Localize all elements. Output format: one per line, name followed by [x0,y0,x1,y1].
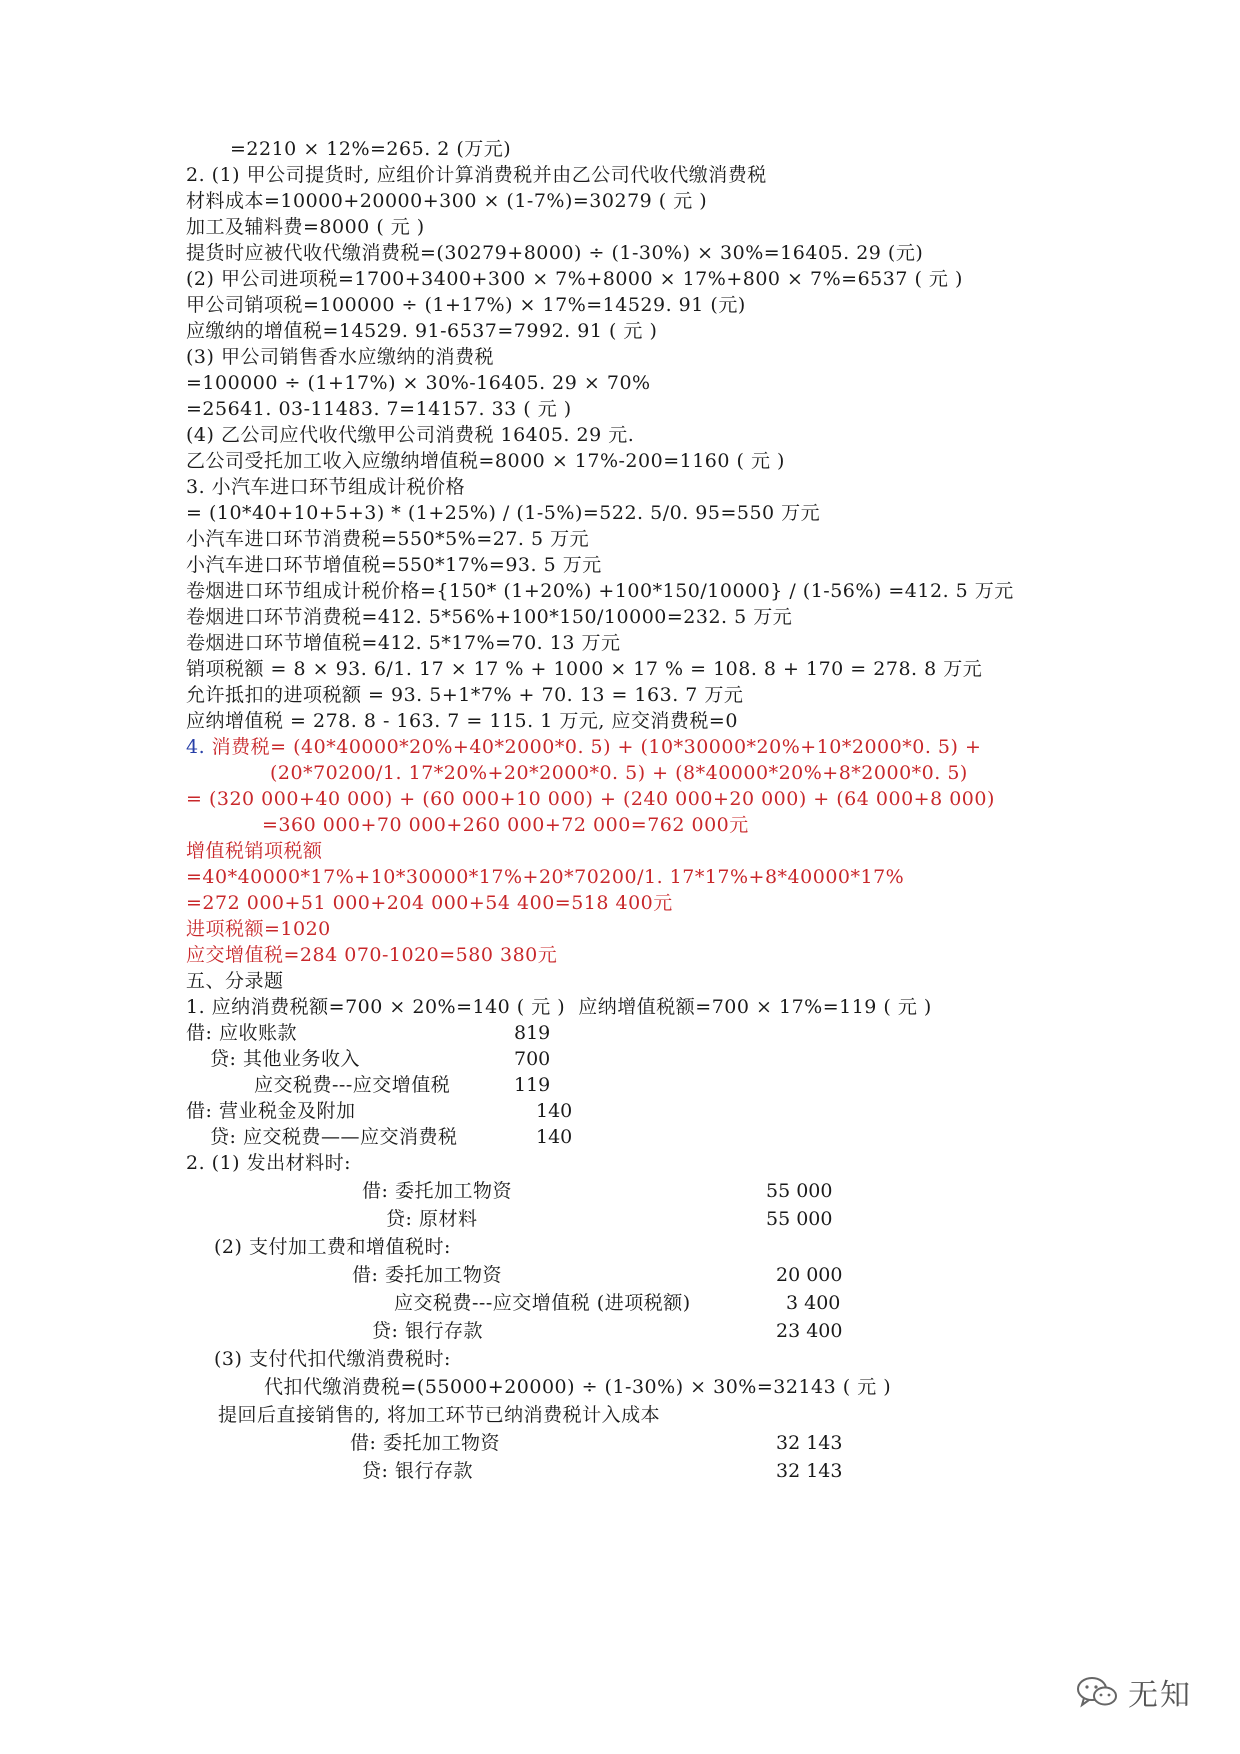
text-line: 甲公司销项税=100000 ÷ (1+17%) × 17%=14529. 91 (元) [186,294,746,316]
text-line: =100000 ÷ (1+17%) × 30%-16405. 29 × 70% [186,372,651,394]
entry-amount: 140 [536,1100,573,1122]
entry-account: 借: 委托加工物资 [352,1264,502,1286]
text-line: 代扣代缴消费税=(55000+20000) ÷ (1-30%) × 30%=32143 ( 元 ) [264,1376,892,1398]
section4-line: 进项税额=1020 [186,918,331,940]
text-line: 卷烟进口环节增值税=412. 5*17%=70. 13 万元 [186,632,621,654]
section4-number: 4. [186,736,206,758]
section4-line: 应交增值税=284 070-1020=580 380元 [186,944,558,966]
section4-line [186,734,981,760]
text-line: 应缴纳的增值税=14529. 91-6537=7992. 91 ( 元 ) [186,320,658,342]
entry-amount: 23 400 [776,1320,843,1342]
entry-account: 贷: 原材料 [386,1208,478,1230]
text-line: 提货时应被代收代缴消费税=(30279+8000) ÷ (1-30%) × 30%=16405. 29 (元) [186,242,924,264]
text-line: 销项税额 = 8 × 93. 6/1. 17 × 17 % + 1000 × 17 % = 108. 8 + 170 = 278. 8 万元 [186,658,983,680]
entry-amount: 55 000 [766,1180,833,1202]
entry-account: 贷: 应交税费——应交消费税 [210,1126,458,1148]
entry-amount: 119 [514,1074,551,1096]
section4-line: =272 000+51 000+204 000+54 400=518 400元 [186,892,673,914]
section4-line: (20*70200/1. 17*20%+20*2000*0. 5) + (8*40000*20%+8*2000*0. 5) [270,762,968,784]
wechat-icon [1076,1675,1118,1709]
text-line: (3) 支付代扣代缴消费税时: [214,1348,451,1370]
entry-account: 应交税费---应交增值税 [254,1074,451,1096]
text-line: 3. 小汽车进口环节组成计税价格 [186,476,466,498]
entry-account: 借: 委托加工物资 [362,1180,512,1202]
text-line: 材料成本=10000+20000+300 × (1-7%)=30279 ( 元 ) [186,190,708,212]
text-line: 卷烟进口环节组成计税价格={150* (1+20%) +100*150/10000} / (1-56%) =412. 5 万元 [186,580,1014,602]
entry-account: 借: 营业税金及附加 [186,1100,356,1122]
entry-account: 借: 应收账款 [186,1022,297,1044]
text-line: 加工及辅料费=8000 ( 元 ) [186,216,425,238]
text-line: 1. 应纳消费税额=700 × 20%=140 ( 元 ) 应纳增值税额=700 × 17%=119 ( 元 ) [186,996,932,1018]
section4-line: =360 000+70 000+260 000+72 000=762 000元 [262,814,749,836]
watermark-text: 无知 [1128,1678,1192,1713]
text-line: 卷烟进口环节消费税=412. 5*56%+100*150/10000=232. 5 万元 [186,606,793,628]
text-line: 允许抵扣的进项税额 = 93. 5+1*7% + 70. 13 = 163. 7 万元 [186,684,744,706]
watermark [1076,1670,1192,1714]
text-line: 2. (1) 甲公司提货时, 应组价计算消费税并由乙公司代收代缴消费税 [186,164,767,186]
entry-amount: 700 [514,1048,551,1070]
entry-account: 贷: 银行存款 [372,1320,483,1342]
entry-account: 贷: 其他业务收入 [210,1048,360,1070]
text-line: 小汽车进口环节消费税=550*5%=27. 5 万元 [186,528,590,550]
section4-formula: 消费税= (40*40000*20%+40*2000*0. 5) + (10*30000*20%+10*2000*0. 5) + [205,736,982,758]
text-line: (2) 支付加工费和增值税时: [214,1236,451,1258]
text-line: =2210 × 12%=265. 2 (万元) [230,138,512,160]
section5-title: 五、分录题 [186,970,284,992]
entry-amount: 32 143 [776,1432,843,1454]
text-line: 应纳增值税 = 278. 8 - 163. 7 = 115. 1 万元, 应交消费税=0 [186,710,738,732]
entry-amount: 20 000 [776,1264,843,1286]
section4-line: =40*40000*17%+10*30000*17%+20*70200/1. 17*17%+8*40000*17% [186,866,905,888]
entry-amount: 55 000 [766,1208,833,1230]
text-line: (3) 甲公司销售香水应缴纳的消费税 [186,346,494,368]
text-line: (4) 乙公司应代收代缴甲公司消费税 16405. 29 元. [186,424,635,446]
section4-heading: 增值税销项税额 [186,840,323,862]
text-line: =25641. 03-11483. 7=14157. 33 ( 元 ) [186,398,572,420]
entry-amount: 140 [536,1126,573,1148]
entry-amount: 3 400 [786,1292,841,1314]
entry-account: 应交税费---应交增值税 (进项税额) [394,1292,691,1314]
text-line: 小汽车进口环节增值税=550*17%=93. 5 万元 [186,554,602,576]
entry-account: 贷: 银行存款 [362,1460,473,1482]
section4-line: = (320 000+40 000) + (60 000+10 000) + (240 000+20 000) + (64 000+8 000) [186,788,995,810]
text-line: (2) 甲公司进项税=1700+3400+300 × 7%+8000 × 17%+800 × 7%=6537 ( 元 ) [186,268,963,290]
entry-account: 借: 委托加工物资 [350,1432,500,1454]
text-line: 乙公司受托加工收入应缴纳增值税=8000 × 17%-200=1160 ( 元 ) [186,450,785,472]
entry-amount: 32 143 [776,1460,843,1482]
text-line: 2. (1) 发出材料时: [186,1152,352,1174]
entry-amount: 819 [514,1022,551,1044]
text-line: 提回后直接销售的, 将加工环节已纳消费税计入成本 [218,1404,661,1426]
text-line: = (10*40+10+5+3) * (1+25%) / (1-5%)=522. 5/0. 95=550 万元 [186,502,821,524]
